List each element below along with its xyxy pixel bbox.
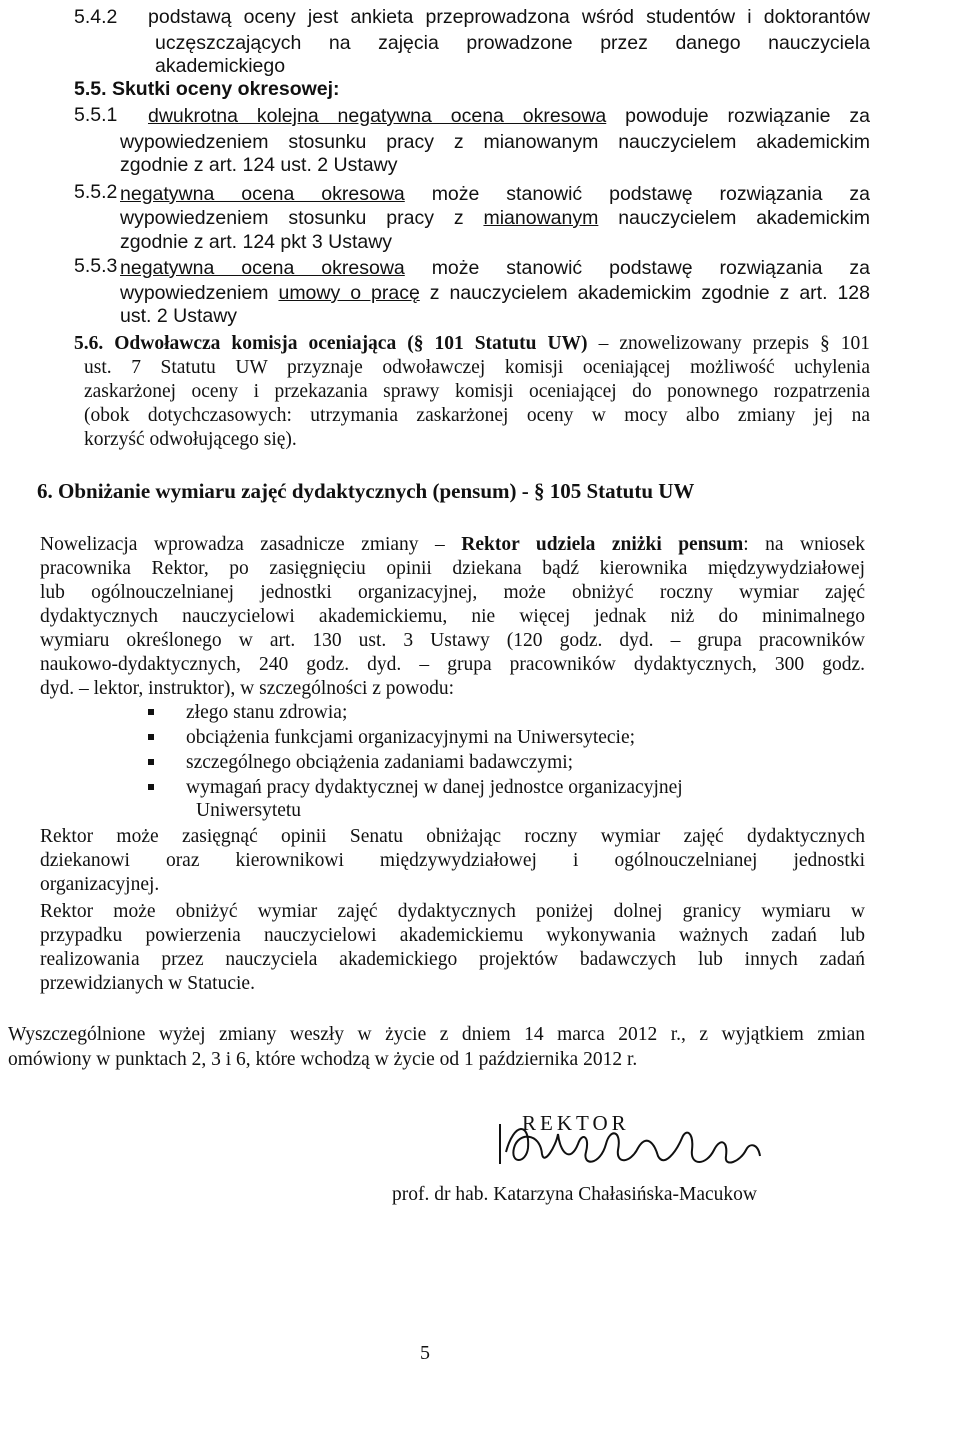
text-line xyxy=(120,257,870,280)
bullet-icon xyxy=(148,709,154,715)
list-item-text: wymagań pracy dydaktycznej w danej jednostce organizacyjnej xyxy=(186,777,683,798)
text-span: wypowiedzeniem xyxy=(120,282,279,304)
text-line: Rektor może obniżyć wymiar zajęć dydaktycznych poniżej dolnej granicy wymiaru w xyxy=(40,901,865,922)
signature-block xyxy=(470,1112,830,1192)
text-span: – znowelizowany przepis § 101 xyxy=(587,333,870,354)
text-line: organizacyjnej. xyxy=(40,874,160,895)
bold-phrase: 5.6. Odwoławcza komisja oceniająca (§ 101 Statutu UW) xyxy=(74,333,588,354)
section-number: 5.5.1 xyxy=(74,104,118,126)
text-span: wypowiedzeniem stosunku pracy z xyxy=(120,207,484,229)
bullet-icon xyxy=(148,734,154,740)
text-line: realizowania przez nauczyciela akademickiego projektów badawczych lub innych zadań xyxy=(40,949,865,970)
text-line xyxy=(120,207,870,230)
text-line: dyd. – lektor, instruktor), w szczególności z powodu: xyxy=(40,678,455,699)
text-span: może stanowić podstawę rozwiązania za xyxy=(404,183,870,205)
text-line xyxy=(74,332,870,355)
list-item xyxy=(148,751,788,776)
underlined-phrase: negatywna ocena okresowa xyxy=(120,183,405,205)
text-line xyxy=(120,183,870,206)
text-line: wypowiedzeniem stosunku pracy z mianowanym nauczycielem akademickim xyxy=(120,131,870,153)
text-line: zaskarżonej oceny i przekazania sprawy komisji oceniającej do ponownego rozpatrzenia xyxy=(84,381,870,402)
section-heading-5-5: 5.5. Skutki oceny okresowej: xyxy=(74,78,340,100)
list-item-text-continued: Uniwersytetu xyxy=(196,800,302,821)
text-span: : na wniosek xyxy=(743,534,865,555)
text-line xyxy=(40,533,865,556)
text-line: korzyść odwołującego się). xyxy=(84,429,297,450)
text-span: może stanowić podstawę rozwiązania za xyxy=(404,257,870,279)
section-heading-6: 6. Obniżanie wymiaru zajęć dydaktycznych (pensum) - § 105 Statutu UW xyxy=(37,479,695,503)
list-item xyxy=(148,776,788,824)
text-line: Rektor może zasięgnąć opinii Senatu obniżając roczny wymiar zajęć dydaktycznych xyxy=(40,826,865,847)
section-number: 5.5.2 xyxy=(74,181,118,203)
signatory-name: prof. dr hab. Katarzyna Chałasińska-Macukow xyxy=(392,1184,757,1205)
text-line: przypadku powierzenia nauczycielowi akademickiemu wykonywania ważnych zadań lub xyxy=(40,925,865,946)
text-span: Nowelizacja wprowadza zasadnicze zmiany – xyxy=(40,534,462,555)
text-span: nauczycielem akademickim xyxy=(598,207,870,229)
text-line: akademickiego xyxy=(155,55,286,77)
list-item xyxy=(148,726,788,751)
page-number: 5 xyxy=(420,1342,430,1364)
underlined-phrase: mianowanym xyxy=(483,207,599,229)
handwritten-signature xyxy=(470,1112,830,1192)
underlined-phrase: negatywna ocena okresowa xyxy=(120,257,405,279)
text-span: z nauczycielem akademickim zgodnie z art. 128 xyxy=(419,282,871,304)
underlined-phrase: umowy o pracę xyxy=(278,282,420,304)
text-line: wymiaru określonego w art. 130 ust. 3 Ustawy (120 godz. dyd. – grupa pracowników xyxy=(40,630,865,651)
text-line: zgodnie z art. 124 ust. 2 Ustawy xyxy=(120,154,398,176)
text-line: pracownika Rektor, po zasięgnięciu opinii dziekana bądź kierownika międzywydziałowej xyxy=(40,558,865,579)
list-item-text: złego stanu zdrowia; xyxy=(186,702,348,723)
text-line: (obok dotychczasowych: utrzymania zaskarżonej oceny w mocy albo zmiany jej na xyxy=(84,405,870,426)
text-line: lub ogólnouczelnianej jednostki organizacyjnej, może obniżyć roczny wymiar zajęć xyxy=(40,582,865,603)
bullet-icon xyxy=(148,759,154,765)
text-line: dziekanowi oraz kierownikowi międzywydziałowej i ogólnouczelnianej jednostki xyxy=(40,850,865,871)
text-line xyxy=(148,105,870,128)
text-line: naukowo-dydaktycznych, 240 godz. dyd. – grupa pracowników dydaktycznych, 300 godz. xyxy=(40,654,865,675)
section-number: 5.4.2 xyxy=(74,6,118,28)
text-line: dydaktycznych nauczycielowi akademickiemu, nie więcej jednak niż do minimalnego xyxy=(40,606,865,627)
underlined-phrase: dwukrotna kolejna negatywna ocena okresowa xyxy=(148,105,607,127)
text-line: uczęszczających na zajęcia prowadzone przez danego nauczyciela xyxy=(155,32,870,54)
bullet-icon xyxy=(148,784,154,790)
section-number: 5.5.3 xyxy=(74,255,118,277)
list-item-text: obciążenia funkcjami organizacyjnymi na Uniwersytecie; xyxy=(186,727,636,748)
text-line: ust. 2 Ustawy xyxy=(120,305,238,327)
text-line: zgodnie z art. 124 pkt 3 Ustawy xyxy=(120,231,393,253)
text-line xyxy=(120,282,870,305)
bullet-list xyxy=(148,701,788,824)
text-line: ust. 7 Statutu UW przyznaje odwoławczej komisji oceniającej możliwość uchylenia xyxy=(84,357,870,378)
text-line: podstawą oceny jest ankieta przeprowadzona wśród studentów i doktorantów xyxy=(148,6,870,28)
bold-phrase: Rektor udziela zniżki pensum xyxy=(461,534,744,555)
list-item xyxy=(148,701,788,726)
text-span: powoduje rozwiązanie za xyxy=(606,105,870,127)
list-item-text: szczególnego obciążenia zadaniami badawczymi; xyxy=(186,752,574,773)
text-line: omówiony w punktach 2, 3 i 6, które wchodzą w życie od 1 października 2012 r. xyxy=(8,1049,638,1070)
text-line: przewidzianych w Statucie. xyxy=(40,973,255,994)
rektor-stamp: REKTOR xyxy=(522,1111,630,1135)
text-line: Wyszczególnione wyżej zmiany weszły w życie z dniem 14 marca 2012 r., z wyjątkiem zmian xyxy=(8,1024,865,1045)
